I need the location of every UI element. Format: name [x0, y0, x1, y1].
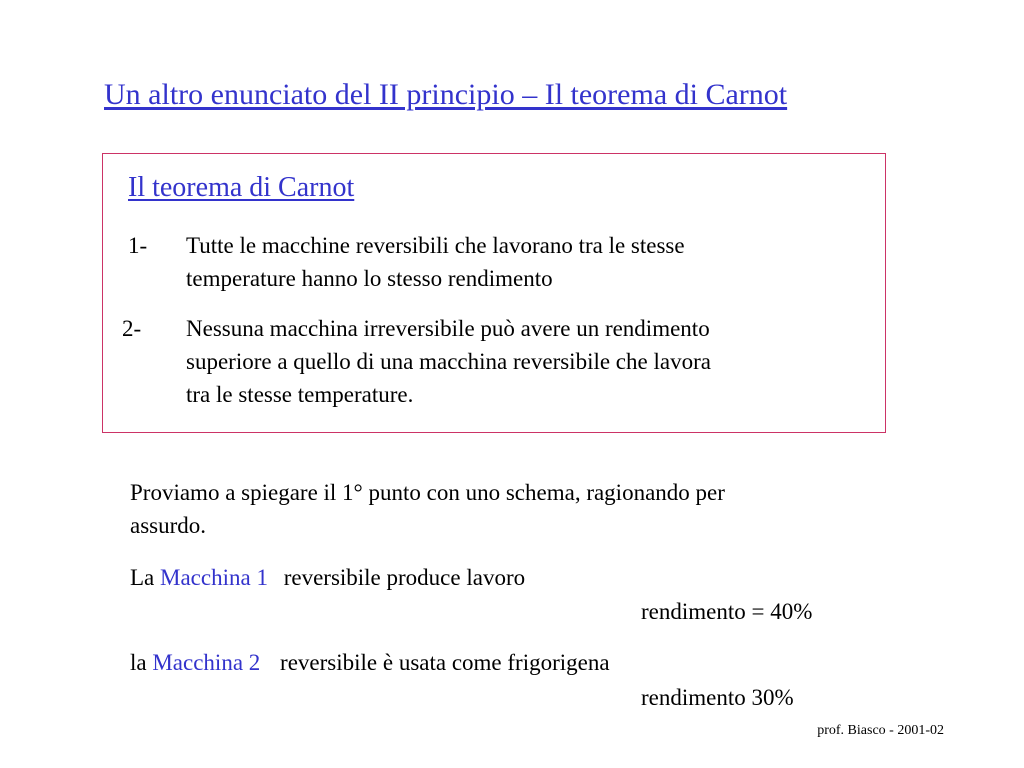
- slide-title: Un altro enunciato del II principio – Il teorema di Carnot: [104, 78, 788, 111]
- machine-2-prefix: la: [130, 650, 147, 675]
- machine-2-efficiency: rendimento 30%: [641, 685, 794, 710]
- paragraph-line-1: Proviamo a spiegare il 1° punto con uno schema, ragionando per: [130, 480, 725, 505]
- theorem-item-2-line-3: tra le stesse temperature.: [186, 382, 414, 407]
- paragraph-line-2: assurdo.: [130, 513, 207, 538]
- theorem-box-title: Il teorema di Carnot: [128, 172, 355, 203]
- theorem-item-2-line-2: superiore a quello di una macchina reversibile che lavora: [186, 349, 711, 374]
- machine-1-desc: reversibile produce lavoro: [283, 565, 526, 590]
- theorem-item-2-number: 2-: [122, 316, 142, 341]
- machine-2-desc: reversibile è usata come frigorigena: [280, 650, 610, 675]
- machine-1-efficiency: rendimento = 40%: [641, 599, 813, 624]
- theorem-item-1-line-2: temperature hanno lo stesso rendimento: [186, 266, 553, 291]
- footer-credit: prof. Biasco - 2001-02: [817, 723, 944, 738]
- machine-1-line: [130, 561, 525, 594]
- machine-2-line: [130, 646, 610, 679]
- machine-1-name: Macchina 1: [160, 565, 268, 590]
- theorem-item-1-line-1: Tutte le macchine reversibili che lavorano tra le stesse: [186, 233, 685, 258]
- theorem-item-2-line-1: Nessuna macchina irreversibile può avere un rendimento: [186, 316, 710, 341]
- machine-2-name: Macchina 2: [152, 650, 261, 675]
- machine-1-prefix: La: [130, 565, 155, 590]
- theorem-item-1-number: 1-: [128, 233, 148, 258]
